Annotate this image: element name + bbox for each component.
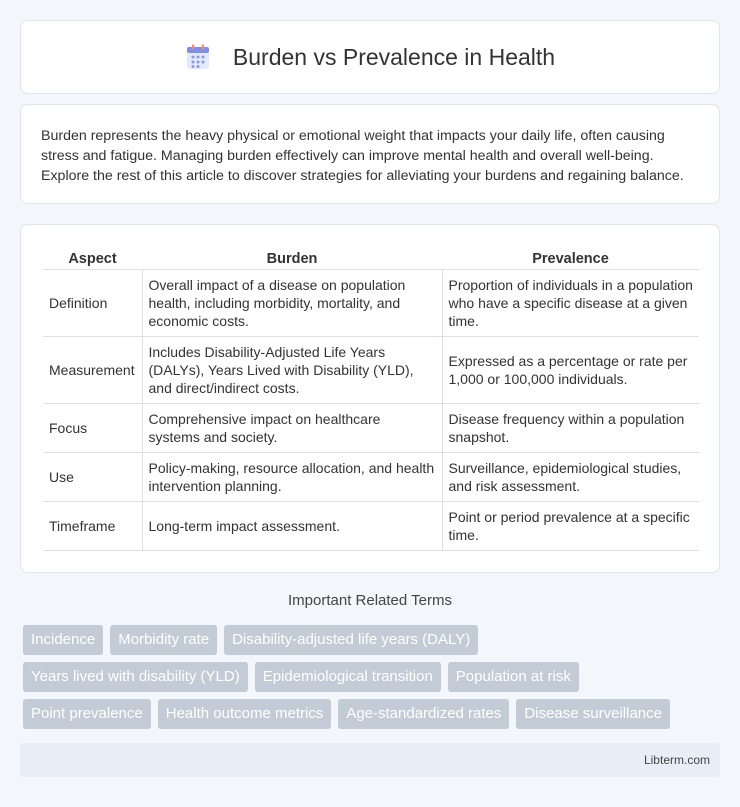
footer xyxy=(20,743,720,777)
related-terms-title: Important Related Terms xyxy=(288,592,452,609)
cell-aspect: Definition xyxy=(43,269,142,336)
cell-aspect: Use xyxy=(43,452,142,501)
tag-population-at-risk[interactable]: Population at risk xyxy=(448,662,579,692)
cell-burden: Overall impact of a disease on population health, including morbidity, mortality, and economic costs. xyxy=(142,269,442,336)
tag-morbidity-rate[interactable]: Morbidity rate xyxy=(110,625,217,655)
comparison-table xyxy=(43,245,699,551)
cell-burden: Long-term impact assessment. xyxy=(142,501,442,550)
table-row xyxy=(43,501,699,550)
header-aspect: Aspect xyxy=(43,245,142,269)
tag-point-prevalence[interactable]: Point prevalence xyxy=(23,699,151,729)
comparison-table-card xyxy=(20,224,720,573)
intro-text: Burden represents the heavy physical or emotional weight that impacts your daily life, often causing stress and fatigue. Managing burden effectively can improve mental health and overall well-being. Explore the rest of this article to discover strategies for alleviating your burdens and regaining balance. xyxy=(41,128,684,184)
cell-prevalence: Disease frequency within a population snapshot. xyxy=(442,403,699,452)
tag-row xyxy=(23,699,723,729)
cell-aspect: Timeframe xyxy=(43,501,142,550)
cell-aspect: Focus xyxy=(43,403,142,452)
tag-yld[interactable]: Years lived with disability (YLD) xyxy=(23,662,248,692)
cell-prevalence: Proportion of individuals in a population who have a specific disease at a given time. xyxy=(442,269,699,336)
tag-row xyxy=(23,625,723,655)
cell-burden: Policy-making, resource allocation, and health intervention planning. xyxy=(142,452,442,501)
tag-row xyxy=(23,662,723,692)
cell-burden: Includes Disability-Adjusted Life Years (DALYs), Years Lived with Disability (YLD), and direct/indirect costs. xyxy=(142,336,442,403)
cell-prevalence: Surveillance, epidemiological studies, and risk assessment. xyxy=(442,452,699,501)
cell-burden: Comprehensive impact on healthcare systems and society. xyxy=(142,403,442,452)
header-card xyxy=(20,20,720,94)
tag-health-outcome-metrics[interactable]: Health outcome metrics xyxy=(158,699,332,729)
table-header-row xyxy=(43,245,699,269)
tag-disease-surveillance[interactable]: Disease surveillance xyxy=(516,699,670,729)
tag-epidemiological-transition[interactable]: Epidemiological transition xyxy=(255,662,441,692)
tag-age-standardized-rates[interactable]: Age-standardized rates xyxy=(338,699,509,729)
cell-prevalence: Expressed as a percentage or rate per 1,000 or 100,000 individuals. xyxy=(442,336,699,403)
table-row xyxy=(43,269,699,336)
table-row xyxy=(43,403,699,452)
tag-daly[interactable]: Disability-adjusted life years (DALY) xyxy=(224,625,478,655)
header-burden: Burden xyxy=(142,245,442,269)
cell-prevalence: Point or period prevalence at a specific time. xyxy=(442,501,699,550)
tag-incidence[interactable]: Incidence xyxy=(23,625,103,655)
related-terms-list xyxy=(23,625,723,736)
cell-aspect: Measurement xyxy=(43,336,142,403)
table-row xyxy=(43,452,699,501)
intro-card xyxy=(20,104,720,204)
page-title: Burden vs Prevalence in Health xyxy=(232,43,556,70)
header-prevalence: Prevalence xyxy=(442,245,699,269)
table-row xyxy=(43,336,699,403)
footer-site-link[interactable]: Libterm.com xyxy=(643,753,710,767)
calendar-icon xyxy=(185,44,211,70)
